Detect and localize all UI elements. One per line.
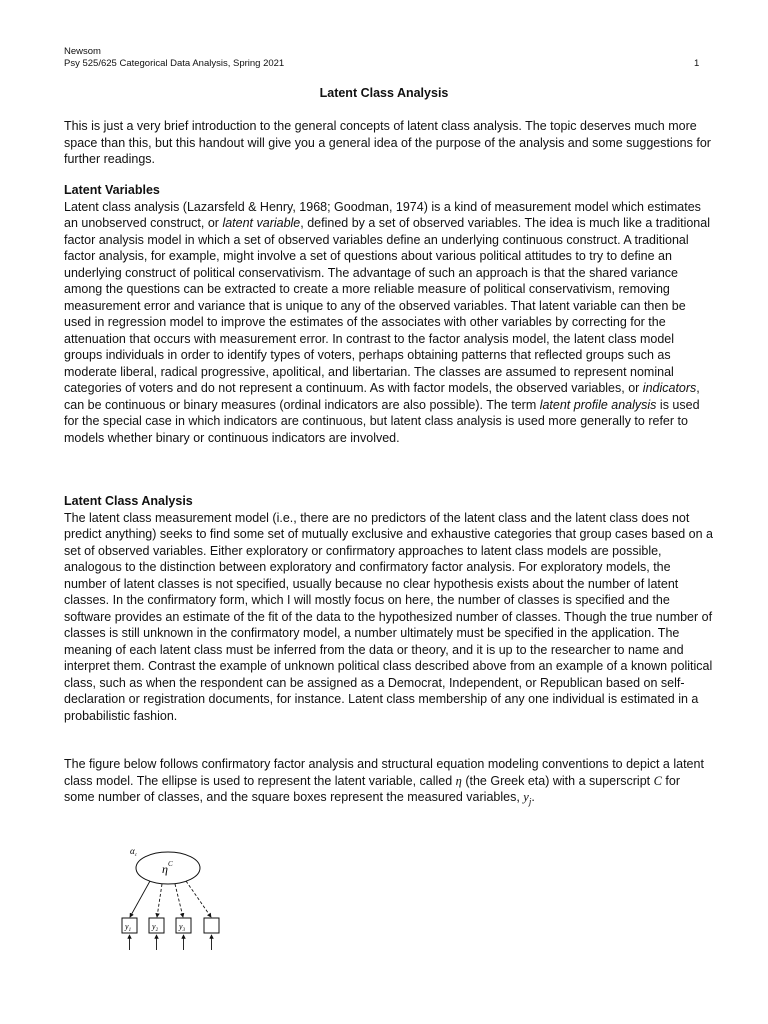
path-y3 bbox=[175, 884, 183, 917]
figure-description bbox=[64, 756, 714, 810]
alpha-label: $\alpha_c$ bbox=[130, 846, 137, 858]
section-heading: Latent Variables bbox=[64, 183, 160, 197]
latent-label: $\eta^C$ bbox=[162, 860, 173, 876]
section-latent-class-analysis bbox=[64, 493, 714, 724]
header-course: Psy 525/625 Categorical Data Analysis, Spring 2021 bbox=[64, 58, 285, 69]
figure-text: The figure below follows confirmatory factor analysis and structural equation modeling conventions to depict a latent class model. The ellipse is used to represent the latent variable, called η (the Greek eta) with a superscript C for some number of classes, and the square boxes represent the measured variables, $y_j$. bbox=[64, 757, 704, 807]
path-y2 bbox=[157, 884, 162, 917]
page-title: Latent Class Analysis bbox=[319, 86, 449, 100]
page-number: 1 bbox=[694, 58, 700, 69]
section-text: The latent class measurement model (i.e., there are no predictors of the latent class and the latent class does not predict anything) seeks to find some set of mutually exclusive and exhaustive categories that group cases based on a set of observed variables. Either exploratory or confirmatory approaches to latent class models are possible, analogous to the distinction between exploratory and confirmatory factor analysis. For exploratory models, the number of latent classes is not specified, usually because no clear hypothesis exists about the number of latent classes. In the confirmatory form, which I will mostly focus on here, the number of classes is specified and the software provides an estimate of the fit of the data to the hypothesized number of classes. Though the true number of classes is still unknown in the confirmatory model, a number ultimately must be specified in the application. The meaning of each latent class must be inferred from the data or theory, and it is up to the researcher to name and interpret them. Contrast the example of unknown political class described above from an example of a known political class, such as when the respondent can be assigned as a Democrat, Independent, or Republican based on self-declaration or registration documents, for instance. Latent class membership of any one individual is estimated in a probabilistic fashion. bbox=[64, 510, 713, 723]
indicator-label-2: $y_2$ bbox=[152, 922, 159, 933]
latent-variable-ellipse bbox=[136, 852, 200, 884]
intro-paragraph bbox=[64, 118, 714, 168]
indicator-box-4 bbox=[204, 918, 219, 933]
section-heading: Latent Class Analysis bbox=[64, 494, 193, 508]
indicator-label-1: $y_1$ bbox=[125, 922, 132, 933]
path-y4 bbox=[186, 881, 211, 917]
indicator-label-3: $y_3$ bbox=[179, 922, 186, 933]
section-text: Latent class analysis (Lazarsfeld & Henry, 1968; Goodman, 1974) is a kind of measurement model which estimates an unobserved construct, or latent variable, defined by a set of observed variables. The idea is much like a traditional factor analysis model in which a set of observed variables define an underlying continuous construct. A traditional factor analysis, for example, might involve a set of questions about various political attitudes to try to define an underlying construct of political conservativism. The advantage of such an approach is that the shared variance among the questions can be extracted to create a more reliable measure of political conservativism, removing measurement error and variance that is unique to any of the observed variables. That latent variable can then be used in regression model to improve the estimates of the associates with other variables by correcting for the attenuation that occurs with measurement error. In contrast to the factor analysis model, the latent class model groups individuals in order to identify types of voters, perhaps obtaining patterns that reflected groups such as moderate liberal, radical progressive, apolitical, and libertarian. The classes are assumed to represent nominal categories of voters and do not represent a continuum. As with factor models, the observed variables, or indicators, can be continuous or binary measures (ordinal indicators are also possible). The term latent profile analysis is used for the special case in which indicators are continuous, but latent class analysis is used more generally to refer to models whether binary or continuous indicators are involved. bbox=[64, 199, 710, 445]
header-author: Newsom bbox=[64, 46, 101, 57]
latent-class-diagram bbox=[120, 840, 260, 960]
intro-text: This is just a very brief introduction to the general concepts of latent class analysis. The topic deserves much more space than this, but this handout will give you a general idea of the purpose of the analysis and some suggestions for further readings. bbox=[64, 119, 711, 166]
section-latent-variables bbox=[64, 182, 714, 446]
path-y1 bbox=[130, 881, 150, 917]
